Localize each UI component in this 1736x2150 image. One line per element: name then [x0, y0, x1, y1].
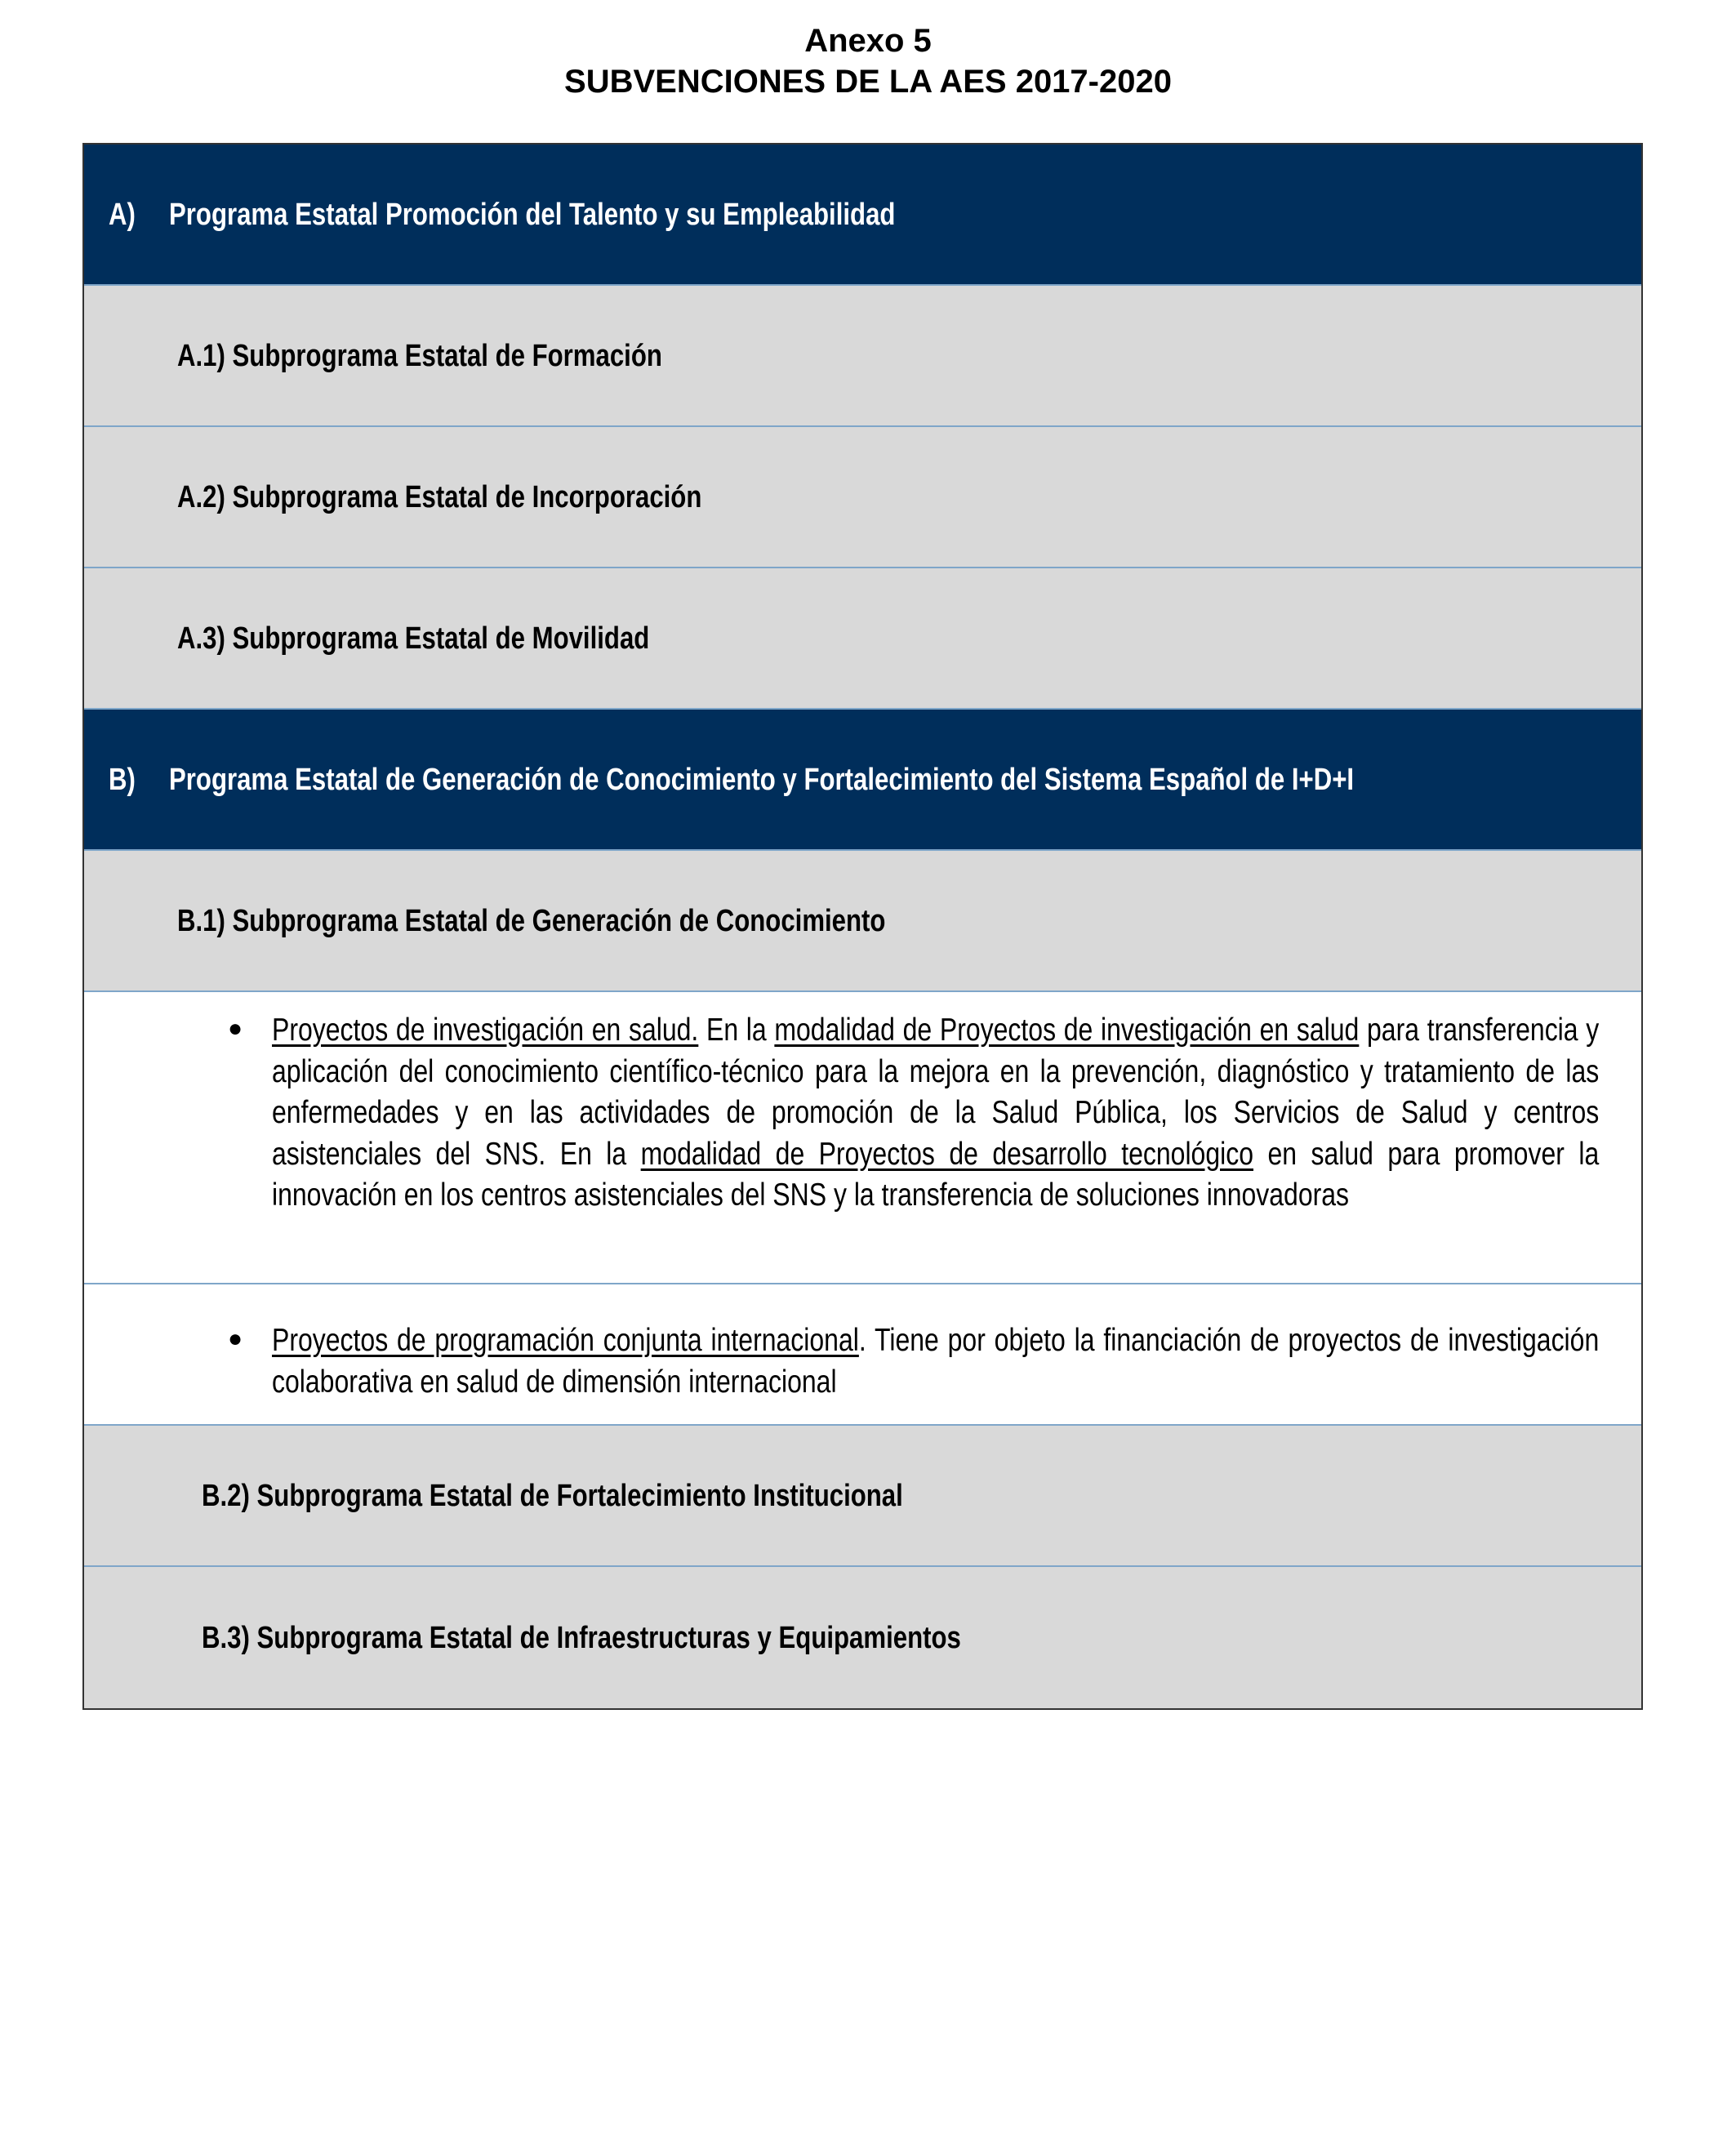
program-b-name: Programa Estatal de Generación de Conocimiento y Fortalecimiento del Sistema Español de I+D+I — [169, 762, 1355, 797]
item-modality: modalidad de Proyectos de investigación en salud — [774, 1013, 1360, 1048]
item-text-part: para transferencia y aplicación del conocimiento científico-técnico para la mejora en la prevención, diagnóstico y tratamiento de las enfermedades y en las actividades de promoción de la Salud Pública, los Servicios de Salud y centros asistenciales del SNS. En la — [272, 1013, 1600, 1172]
item-title: Proyectos de investigación en salud. — [272, 1013, 699, 1048]
program-a-label: A) — [109, 197, 136, 232]
subprogram-a3-title: A.3) Subprograma Estatal de Movilidad — [177, 621, 650, 656]
subprogram-a3 — [84, 568, 1641, 710]
bullet-icon: ● — [228, 1015, 243, 1042]
list-item-international-projects — [84, 1284, 1641, 1426]
subprogram-b2-title: B.2) Subprograma Estatal de Fortalecimiento Institucional — [202, 1478, 903, 1513]
program-a-header — [84, 145, 1641, 286]
item-text-part: En la — [698, 1013, 775, 1048]
subprogram-a1 — [84, 286, 1641, 427]
bullet-icon: ● — [228, 1325, 243, 1352]
subprogram-a1-title: A.1) Subprograma Estatal de Formación — [177, 338, 662, 373]
subprogram-b3 — [84, 1567, 1641, 1708]
item-text — [272, 1010, 1599, 1217]
subprogram-a2 — [84, 427, 1641, 568]
subprogram-b3-title: B.3) Subprograma Estatal de Infraestructuras y Equipamientos — [202, 1620, 961, 1655]
item-text — [272, 1320, 1599, 1403]
item-title: Proyectos de programación conjunta internacional — [272, 1323, 859, 1358]
subprogram-b2 — [84, 1426, 1641, 1567]
item-text-part: . Tiene por objeto la financiación de proyectos de investigación colaborativa en salud de dimensión internacional — [272, 1323, 1600, 1400]
document-title: SUBVENCIONES DE LA AES 2017-2020 — [564, 64, 1172, 100]
annex-number: Anexo 5 — [804, 23, 932, 59]
program-b-label: B) — [109, 762, 136, 797]
program-b-header — [84, 710, 1641, 851]
program-a-name: Programa Estatal Promoción del Talento y su Empleabilidad — [169, 197, 896, 232]
item-text-part: en salud para promover la innovación en los centros asistenciales del SNS y la transferencia de soluciones innovadoras — [272, 1136, 1600, 1213]
subprogram-b1-title: B.1) Subprograma Estatal de Generación de Conocimiento — [177, 903, 886, 938]
subsidies-table — [82, 143, 1643, 1710]
subprogram-b1 — [84, 851, 1641, 992]
subprogram-a2-title: A.2) Subprograma Estatal de Incorporación — [177, 479, 702, 514]
item-modality: modalidad de Proyectos de desarrollo tecnológico — [640, 1136, 1254, 1172]
list-item-research-projects — [84, 992, 1641, 1284]
